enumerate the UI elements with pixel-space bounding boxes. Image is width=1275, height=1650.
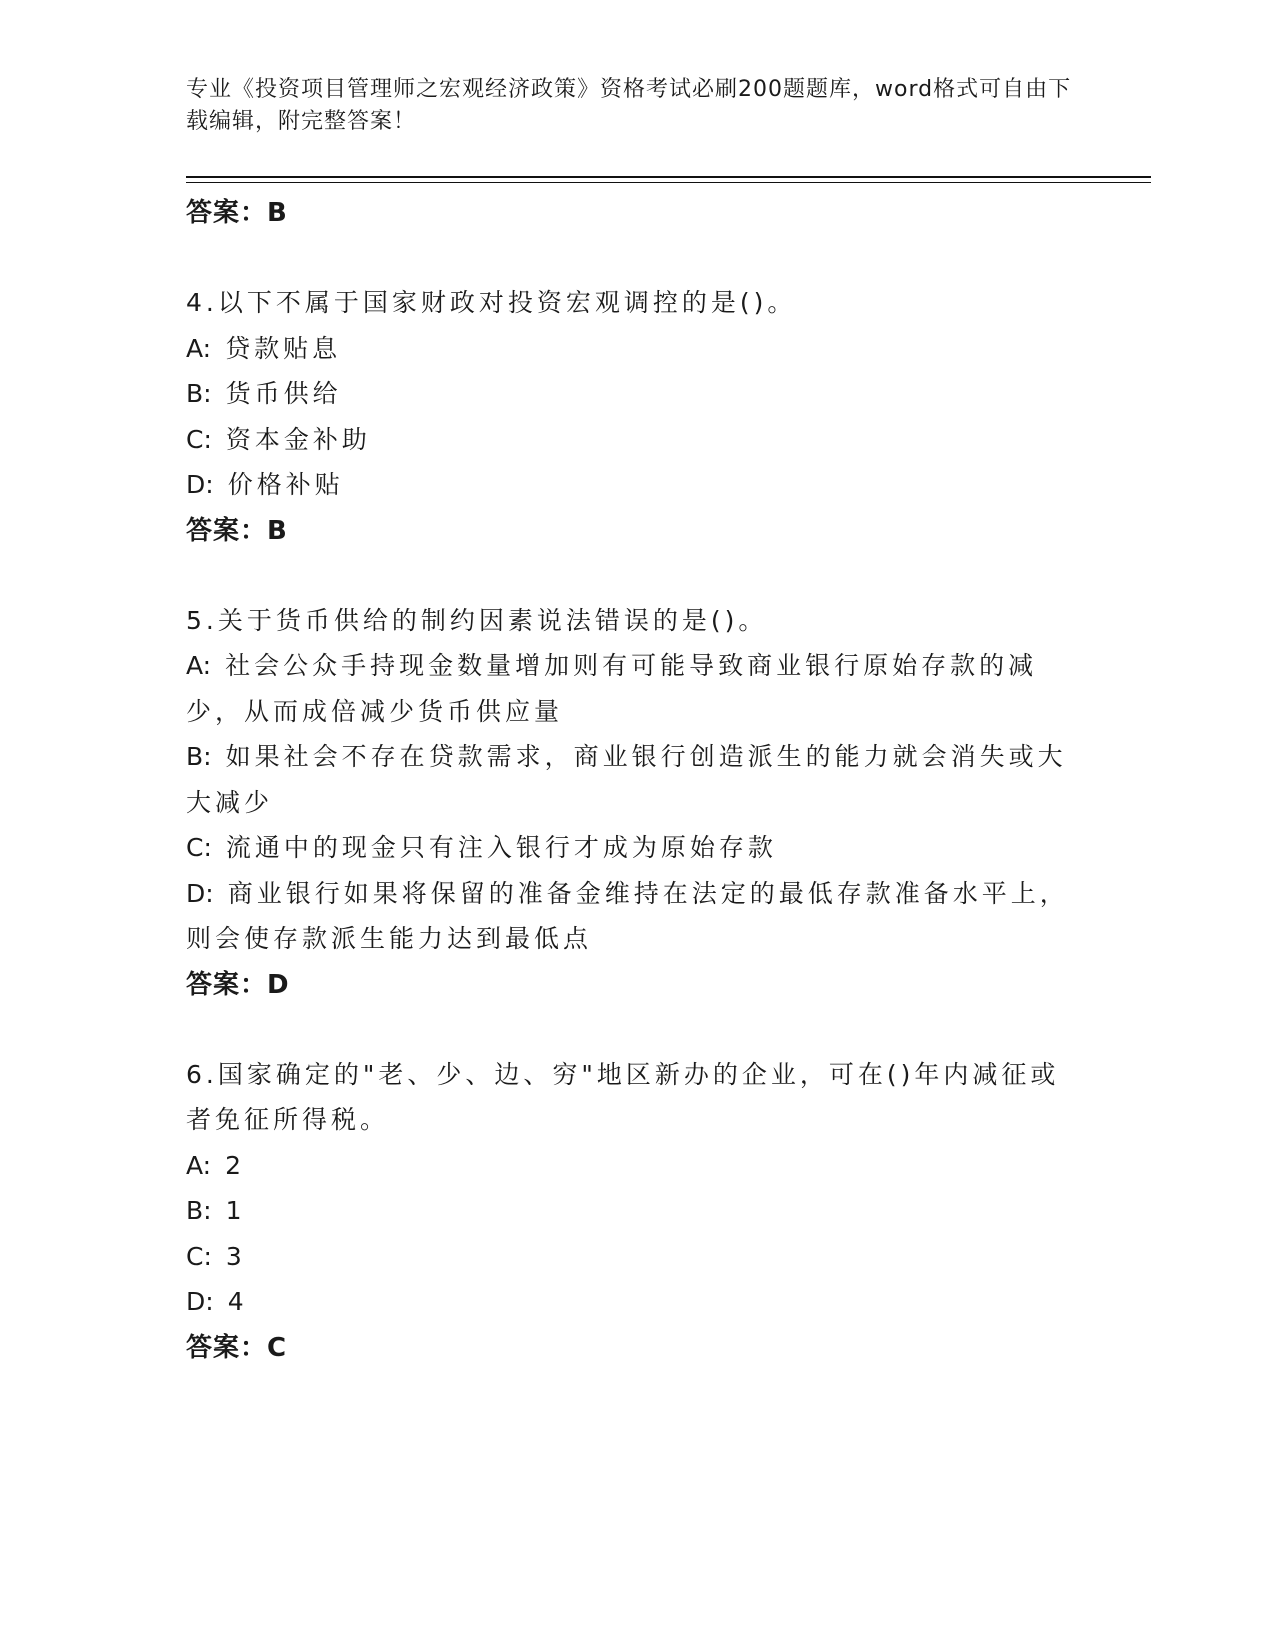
answer-value: C	[267, 1332, 288, 1363]
option-text: 社会公众手持现金数量增加则有可能导致商业银行原始存款的减少，从而成倍减少货币供应量	[186, 651, 1038, 726]
option-c	[186, 1234, 1086, 1280]
question-stem: 4.以下不属于国家财政对投资宏观调控的是()。	[186, 288, 797, 317]
option-b	[186, 1188, 1086, 1234]
option-label: A:	[186, 651, 212, 680]
question-4	[186, 280, 1086, 554]
option-text: 4	[227, 1287, 248, 1316]
option-d	[186, 1279, 1086, 1325]
option-b	[186, 734, 1086, 825]
option-label: D:	[186, 470, 214, 499]
option-b	[186, 371, 1086, 417]
question-5	[186, 598, 1086, 1008]
option-text: 货币供给	[225, 379, 342, 408]
option-label: B:	[186, 379, 212, 408]
option-text: 2	[225, 1150, 245, 1180]
option-c	[186, 825, 1086, 871]
option-text: 如果社会不存在贷款需求，商业银行创造派生的能力就会消失或大大减少	[186, 742, 1067, 817]
option-label: C:	[186, 833, 212, 862]
answer-label: 答案：	[186, 198, 268, 228]
option-text: 资本金补助	[225, 424, 371, 454]
answer-value: B	[267, 515, 288, 546]
option-label: B:	[186, 742, 212, 771]
answer-label: 答案：	[186, 969, 268, 1000]
answer-line	[186, 190, 1086, 236]
option-text: 贷款贴息	[225, 333, 342, 363]
option-text: 价格补贴	[227, 470, 344, 499]
option-label: C:	[186, 424, 212, 454]
option-a	[186, 326, 1086, 372]
answer-label: 答案：	[186, 515, 268, 546]
header-rule-thin	[186, 182, 1151, 183]
option-a	[186, 643, 1086, 734]
answer-line	[186, 1325, 1086, 1371]
option-c	[186, 417, 1086, 463]
option-a	[186, 1143, 1086, 1189]
answer-value: B	[267, 198, 288, 228]
question-stem: 5.关于货币供给的制约因素说法错误的是()。	[186, 605, 768, 635]
option-text: 商业银行如果将保留的准备金维持在法定的最低存款准备水平上，则会使存款派生能力达到最低点	[186, 878, 1069, 953]
option-label: C:	[186, 1241, 212, 1271]
answer-value: D	[267, 969, 290, 1000]
question-stem: 6.国家确定的"老、少、边、穷"地区新办的企业，可在()年内减征或者免征所得税。	[186, 1059, 1060, 1134]
option-text: 1	[225, 1196, 246, 1225]
option-text: 流通中的现金只有注入银行才成为原始存款	[225, 833, 777, 862]
document-header: 专业《投资项目管理师之宏观经济政策》资格考试必刷200题题库，word格式可自由下载编辑，附完整答案！	[186, 77, 1072, 134]
question-list	[186, 190, 1086, 1371]
option-label: A:	[186, 1150, 212, 1180]
option-label: B:	[186, 1196, 212, 1225]
answer-line	[186, 962, 1086, 1008]
header-rule-thick	[186, 176, 1151, 178]
option-text: 3	[225, 1241, 246, 1271]
answer-label: 答案：	[186, 1332, 268, 1363]
option-d	[186, 871, 1086, 962]
option-d	[186, 462, 1086, 508]
option-label: A:	[186, 333, 212, 363]
option-label: D:	[186, 878, 214, 908]
question-6	[186, 1052, 1086, 1371]
answer-line	[186, 508, 1086, 554]
option-label: D:	[186, 1287, 214, 1316]
